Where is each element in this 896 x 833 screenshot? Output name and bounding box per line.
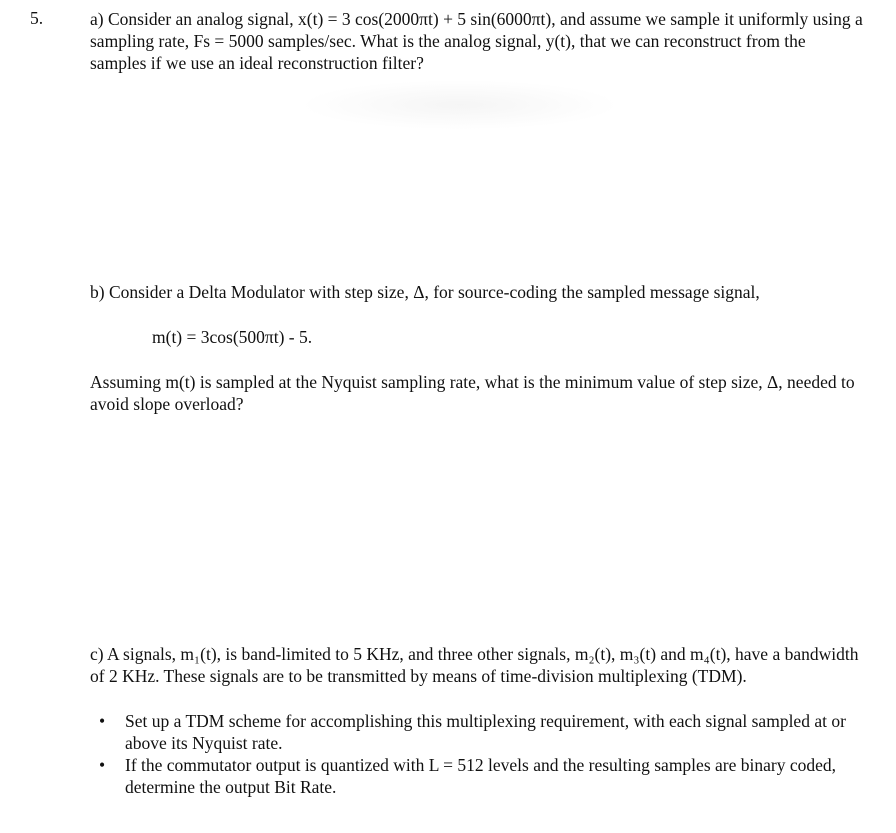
part-c-intro: c) A signals, m₁(t), is band-limited to 5 KHz, and three other signals, m₂(t), m₃(t) and m₄(t), have a bandwidth of 2 KHz. These signals are to be transmitted by means of time-division multiplexing (TDM).	[90, 644, 859, 686]
bullet-text: If the commutator output is quantized with L = 512 levels and the resulting samples are binary coded, determine the output Bit Rate.	[125, 755, 836, 797]
part-b-equation: m(t) = 3cos(500πt) - 5.	[152, 327, 313, 347]
list-item	[90, 710, 860, 754]
bullet-icon: •	[99, 711, 106, 731]
question-number: 5.	[30, 8, 44, 28]
bullet-icon: •	[99, 755, 106, 775]
part-b-question: Assuming m(t) is sampled at the Nyquist sampling rate, what is the minimum value of step size, Δ, needed to avoid slope overload?	[90, 372, 855, 414]
list-item	[90, 754, 860, 798]
bullet-text: Set up a TDM scheme for accomplishing this multiplexing requirement, with each signal sampled at or above its Nyquist rate.	[125, 711, 846, 753]
part-c-bullet-list	[90, 710, 860, 798]
part-a-text: a) Consider an analog signal, x(t) = 3 cos(2000πt) + 5 sin(6000πt), and assume we sample it uniformly using a sampling rate, Fs = 5000 samples/sec. What is the analog signal, y(t), that we can reconstruct from the samples if we use an ideal reconstruction filter?	[90, 9, 863, 73]
scan-smudge	[300, 80, 620, 130]
part-b-intro: b) Consider a Delta Modulator with step size, Δ, for source-coding the sampled message signal,	[90, 282, 760, 302]
